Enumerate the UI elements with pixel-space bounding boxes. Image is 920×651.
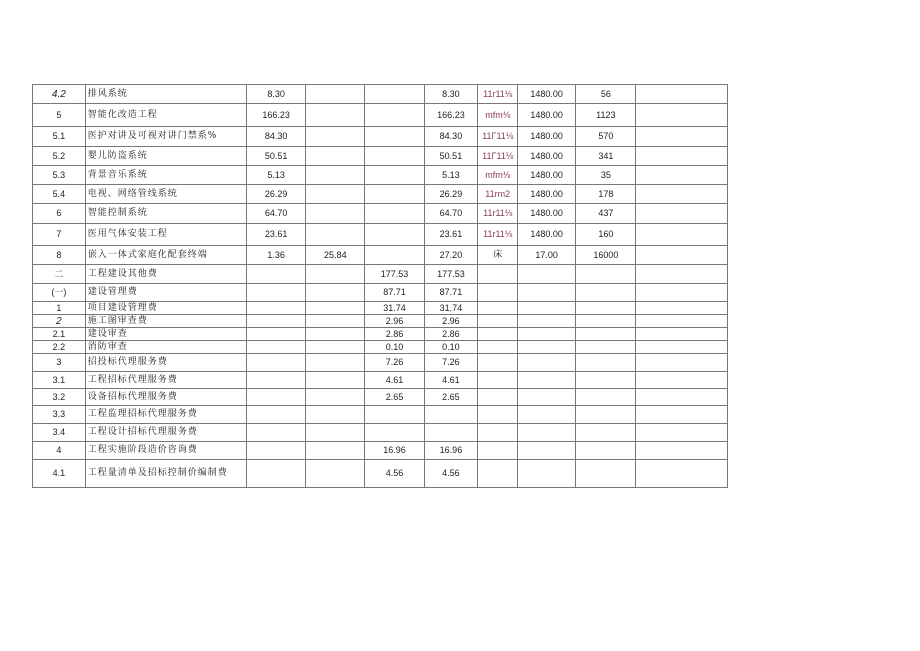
- amount-cell-2: [306, 341, 365, 354]
- unit-price-cell: [518, 372, 576, 389]
- note-cell: [636, 85, 728, 104]
- quantity-cell: 570: [576, 127, 636, 147]
- table-row: [33, 147, 728, 166]
- note-cell: [636, 185, 728, 204]
- table-row: [33, 104, 728, 127]
- quantity-cell: 16000: [576, 246, 636, 265]
- unit-cell: [478, 265, 518, 284]
- unit-cell: 11r11⅛: [478, 224, 518, 246]
- quantity-cell: [576, 424, 636, 442]
- row-number-cell: 3.3: [33, 406, 86, 424]
- quantity-cell: [576, 315, 636, 328]
- unit-price-cell: [518, 424, 576, 442]
- amount-cell-1: 84.30: [247, 127, 306, 147]
- total-cell: 23.61: [424, 224, 478, 246]
- unit-cell: [478, 284, 518, 302]
- row-number-cell: 2: [33, 315, 86, 328]
- note-cell: [636, 284, 728, 302]
- unit-cell: [478, 442, 518, 460]
- amount-cell-2: [306, 302, 365, 315]
- note-cell: [636, 424, 728, 442]
- unit-price-cell: [518, 354, 576, 372]
- quantity-cell: 35: [576, 166, 636, 185]
- row-number-cell: 5.1: [33, 127, 86, 147]
- unit-price-cell: [518, 389, 576, 406]
- amount-cell-3: 87.71: [365, 284, 424, 302]
- amount-cell-1: [247, 372, 306, 389]
- table-row: [33, 328, 728, 341]
- amount-cell-2: [306, 127, 365, 147]
- unit-price-cell: 1480.00: [518, 185, 576, 204]
- note-cell: [636, 372, 728, 389]
- quantity-cell: [576, 341, 636, 354]
- amount-cell-3: [365, 246, 424, 265]
- row-number-cell: 3.4: [33, 424, 86, 442]
- unit-cell: 床: [478, 246, 518, 265]
- amount-cell-3: 4.61: [365, 372, 424, 389]
- note-cell: [636, 127, 728, 147]
- unit-price-cell: 1480.00: [518, 104, 576, 127]
- amount-cell-3: 0.10: [365, 341, 424, 354]
- table-row: [33, 442, 728, 460]
- cost-estimate-table: [32, 84, 728, 488]
- quantity-cell: [576, 406, 636, 424]
- total-cell: 4.56: [424, 460, 478, 488]
- amount-cell-1: 23.61: [247, 224, 306, 246]
- note-cell: [636, 315, 728, 328]
- amount-cell-1: [247, 460, 306, 488]
- amount-cell-1: [247, 354, 306, 372]
- amount-cell-3: 31.74: [365, 302, 424, 315]
- note-cell: [636, 265, 728, 284]
- note-cell: [636, 354, 728, 372]
- amount-cell-1: 26.29: [247, 185, 306, 204]
- unit-price-cell: [518, 406, 576, 424]
- note-cell: [636, 302, 728, 315]
- amount-cell-3: 16.96: [365, 442, 424, 460]
- amount-cell-3: 7.26: [365, 354, 424, 372]
- amount-cell-2: [306, 460, 365, 488]
- amount-cell-3: [365, 85, 424, 104]
- item-name-cell: 电视、网络管线系统: [85, 185, 246, 204]
- unit-price-cell: [518, 442, 576, 460]
- quantity-cell: 178: [576, 185, 636, 204]
- amount-cell-2: [306, 224, 365, 246]
- item-name-cell: 工程招标代理服务费: [85, 372, 246, 389]
- item-name-cell: 婴儿防盗系统: [85, 147, 246, 166]
- unit-price-cell: [518, 284, 576, 302]
- item-name-cell: 嵌入一体式家庭化配套终端: [85, 246, 246, 265]
- item-name-cell: 建设管理费: [85, 284, 246, 302]
- amount-cell-2: [306, 284, 365, 302]
- total-cell: [424, 406, 478, 424]
- amount-cell-1: 166.23: [247, 104, 306, 127]
- total-cell: 27.20: [424, 246, 478, 265]
- unit-price-cell: [518, 341, 576, 354]
- note-cell: [636, 341, 728, 354]
- total-cell: 2.96: [424, 315, 478, 328]
- table-row: [33, 460, 728, 488]
- note-cell: [636, 246, 728, 265]
- amount-cell-2: [306, 424, 365, 442]
- item-name-cell: 医护对讲及可视对讲门禁系%: [85, 127, 246, 147]
- amount-cell-3: 2.86: [365, 328, 424, 341]
- unit-price-cell: [518, 302, 576, 315]
- quantity-cell: 1123: [576, 104, 636, 127]
- amount-cell-3: 2.65: [365, 389, 424, 406]
- unit-cell: mfm⅛: [478, 166, 518, 185]
- note-cell: [636, 442, 728, 460]
- total-cell: 87.71: [424, 284, 478, 302]
- amount-cell-3: [365, 166, 424, 185]
- unit-price-cell: 1480.00: [518, 85, 576, 104]
- amount-cell-2: [306, 104, 365, 127]
- amount-cell-3: 177.53: [365, 265, 424, 284]
- unit-cell: [478, 406, 518, 424]
- unit-price-cell: [518, 265, 576, 284]
- unit-cell: [478, 372, 518, 389]
- unit-price-cell: [518, 315, 576, 328]
- item-name-cell: 工程实施阶段造价咨询费: [85, 442, 246, 460]
- table-row: [33, 372, 728, 389]
- amount-cell-1: [247, 341, 306, 354]
- total-cell: 16.96: [424, 442, 478, 460]
- amount-cell-1: [247, 406, 306, 424]
- row-number-cell: 4: [33, 442, 86, 460]
- amount-cell-1: [247, 328, 306, 341]
- total-cell: 84.30: [424, 127, 478, 147]
- row-number-cell: 2.2: [33, 341, 86, 354]
- note-cell: [636, 166, 728, 185]
- total-cell: 4.61: [424, 372, 478, 389]
- row-number-cell: 5.4: [33, 185, 86, 204]
- quantity-cell: [576, 302, 636, 315]
- row-number-cell: (一): [33, 284, 86, 302]
- row-number-cell: 8: [33, 246, 86, 265]
- total-cell: 177.53: [424, 265, 478, 284]
- total-cell: [424, 424, 478, 442]
- quantity-cell: 56: [576, 85, 636, 104]
- unit-price-cell: 1480.00: [518, 127, 576, 147]
- table-row: [33, 185, 728, 204]
- total-cell: 5.13: [424, 166, 478, 185]
- amount-cell-3: 4.56: [365, 460, 424, 488]
- amount-cell-3: [365, 224, 424, 246]
- unit-price-cell: 1480.00: [518, 204, 576, 224]
- unit-cell: [478, 315, 518, 328]
- row-number-cell: 7: [33, 224, 86, 246]
- table-row: [33, 127, 728, 147]
- quantity-cell: [576, 265, 636, 284]
- table-row: [33, 204, 728, 224]
- item-name-cell: 工程量清单及招标控制价编制费: [85, 460, 246, 488]
- unit-cell: [478, 424, 518, 442]
- table-row: [33, 424, 728, 442]
- quantity-cell: 341: [576, 147, 636, 166]
- note-cell: [636, 224, 728, 246]
- quantity-cell: [576, 354, 636, 372]
- item-name-cell: 建设审查: [85, 328, 246, 341]
- note-cell: [636, 104, 728, 127]
- quantity-cell: [576, 442, 636, 460]
- row-number-cell: 5.2: [33, 147, 86, 166]
- unit-cell: 11r11⅛: [478, 204, 518, 224]
- amount-cell-1: [247, 284, 306, 302]
- total-cell: 7.26: [424, 354, 478, 372]
- item-name-cell: 智能控制系统: [85, 204, 246, 224]
- row-number-cell: 3.1: [33, 372, 86, 389]
- table-row: [33, 166, 728, 185]
- amount-cell-1: [247, 315, 306, 328]
- note-cell: [636, 204, 728, 224]
- amount-cell-2: [306, 354, 365, 372]
- unit-price-cell: [518, 328, 576, 341]
- unit-cell: 11r11⅛: [478, 85, 518, 104]
- amount-cell-2: [306, 166, 365, 185]
- unit-cell: 11rm2: [478, 185, 518, 204]
- amount-cell-1: 5.13: [247, 166, 306, 185]
- amount-cell-2: [306, 328, 365, 341]
- unit-cell: 11Γ11⅛: [478, 127, 518, 147]
- total-cell: 50.51: [424, 147, 478, 166]
- amount-cell-1: [247, 389, 306, 406]
- quantity-cell: 437: [576, 204, 636, 224]
- table-row: [33, 246, 728, 265]
- unit-price-cell: [518, 460, 576, 488]
- amount-cell-2: [306, 442, 365, 460]
- table-row: [33, 224, 728, 246]
- amount-cell-3: [365, 127, 424, 147]
- amount-cell-3: [365, 104, 424, 127]
- note-cell: [636, 147, 728, 166]
- amount-cell-2: [306, 406, 365, 424]
- amount-cell-1: [247, 424, 306, 442]
- unit-price-cell: 1480.00: [518, 224, 576, 246]
- unit-cell: [478, 328, 518, 341]
- total-cell: 31.74: [424, 302, 478, 315]
- row-number-cell: 5: [33, 104, 86, 127]
- quantity-cell: [576, 328, 636, 341]
- item-name-cell: 项目建设管理费: [85, 302, 246, 315]
- item-name-cell: 设备招标代理服务费: [85, 389, 246, 406]
- quantity-cell: [576, 372, 636, 389]
- row-number-cell: 4.1: [33, 460, 86, 488]
- table-row: [33, 341, 728, 354]
- item-name-cell: 医用气体安装工程: [85, 224, 246, 246]
- total-cell: 2.86: [424, 328, 478, 341]
- row-number-cell: 5.3: [33, 166, 86, 185]
- amount-cell-2: [306, 147, 365, 166]
- table-row: [33, 284, 728, 302]
- amount-cell-3: [365, 424, 424, 442]
- unit-price-cell: 1480.00: [518, 166, 576, 185]
- unit-cell: [478, 389, 518, 406]
- item-name-cell: 工程监理招标代理服务费: [85, 406, 246, 424]
- item-name-cell: 智能化改造工程: [85, 104, 246, 127]
- table-row: [33, 406, 728, 424]
- quantity-cell: [576, 460, 636, 488]
- unit-cell: [478, 302, 518, 315]
- amount-cell-2: [306, 372, 365, 389]
- total-cell: 166.23: [424, 104, 478, 127]
- amount-cell-1: 8.30: [247, 85, 306, 104]
- amount-cell-1: [247, 265, 306, 284]
- total-cell: 2.65: [424, 389, 478, 406]
- total-cell: 0.10: [424, 341, 478, 354]
- table-row: [33, 265, 728, 284]
- amount-cell-2: 25.84: [306, 246, 365, 265]
- total-cell: 8.30: [424, 85, 478, 104]
- amount-cell-3: [365, 147, 424, 166]
- unit-price-cell: 1480.00: [518, 147, 576, 166]
- row-number-cell: 3.2: [33, 389, 86, 406]
- total-cell: 26.29: [424, 185, 478, 204]
- unit-cell: mfm⅛: [478, 104, 518, 127]
- amount-cell-1: [247, 302, 306, 315]
- note-cell: [636, 389, 728, 406]
- row-number-cell: 1: [33, 302, 86, 315]
- amount-cell-1: [247, 442, 306, 460]
- row-number-cell: 4.2: [33, 85, 86, 104]
- total-cell: 64.70: [424, 204, 478, 224]
- amount-cell-2: [306, 204, 365, 224]
- amount-cell-3: [365, 185, 424, 204]
- unit-cell: [478, 341, 518, 354]
- row-number-cell: 3: [33, 354, 86, 372]
- table-row: [33, 389, 728, 406]
- amount-cell-2: [306, 185, 365, 204]
- amount-cell-2: [306, 315, 365, 328]
- amount-cell-2: [306, 265, 365, 284]
- item-name-cell: 消防审查: [85, 341, 246, 354]
- amount-cell-3: 2.96: [365, 315, 424, 328]
- amount-cell-1: 64.70: [247, 204, 306, 224]
- unit-price-cell: 17.00: [518, 246, 576, 265]
- quantity-cell: [576, 389, 636, 406]
- amount-cell-2: [306, 389, 365, 406]
- unit-cell: [478, 460, 518, 488]
- amount-cell-1: 50.51: [247, 147, 306, 166]
- item-name-cell: 施工图审查费: [85, 315, 246, 328]
- unit-cell: [478, 354, 518, 372]
- table-body: [33, 85, 728, 488]
- amount-cell-3: [365, 406, 424, 424]
- table-row: [33, 302, 728, 315]
- table-row: [33, 315, 728, 328]
- table-row: [33, 85, 728, 104]
- quantity-cell: 160: [576, 224, 636, 246]
- amount-cell-1: 1.36: [247, 246, 306, 265]
- unit-cell: 11Γ11⅛: [478, 147, 518, 166]
- note-cell: [636, 406, 728, 424]
- quantity-cell: [576, 284, 636, 302]
- row-number-cell: 6: [33, 204, 86, 224]
- amount-cell-3: [365, 204, 424, 224]
- note-cell: [636, 328, 728, 341]
- table-row: [33, 354, 728, 372]
- item-name-cell: 背景音乐系统: [85, 166, 246, 185]
- row-number-cell: 2.1: [33, 328, 86, 341]
- amount-cell-2: [306, 85, 365, 104]
- item-name-cell: 招投标代理服务费: [85, 354, 246, 372]
- item-name-cell: 排风系统: [85, 85, 246, 104]
- row-number-cell: 二: [33, 265, 86, 284]
- item-name-cell: 工程建设其他费: [85, 265, 246, 284]
- note-cell: [636, 460, 728, 488]
- item-name-cell: 工程设计招标代理服务费: [85, 424, 246, 442]
